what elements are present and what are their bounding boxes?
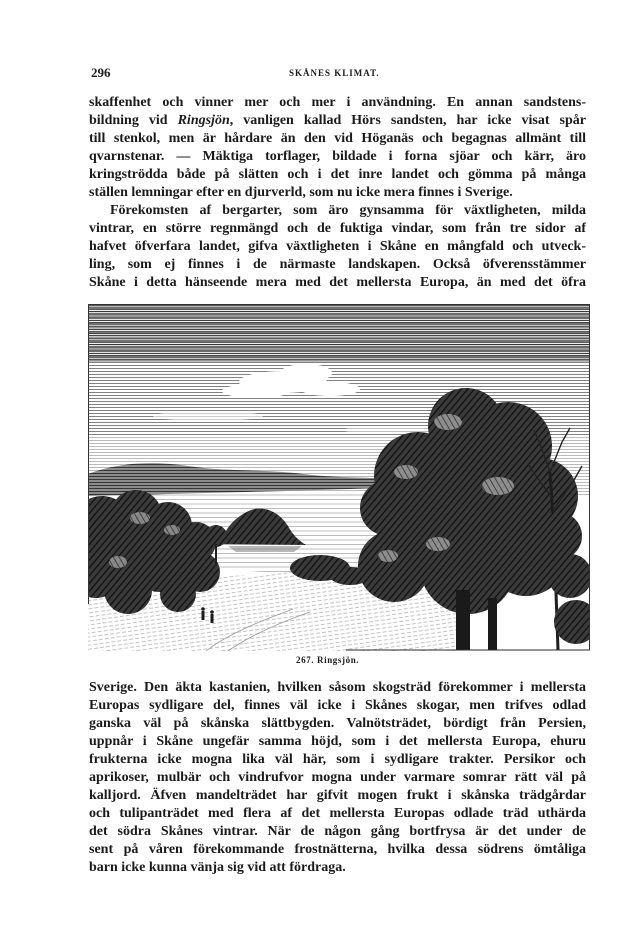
paragraph-3 [89, 679, 586, 877]
text-line: skaffenhet och vinner mer och mer i användning. En annan sandstens- [89, 95, 586, 110]
text-line: vintrar, en större regnmängd och de fuktiga vindar, som från tre sidor af [89, 221, 586, 236]
text-line: qvarnstenar. — Mäktiga torflager, bildade i forna sjöar och kärr, äro [89, 149, 586, 164]
island-reflection [228, 546, 302, 552]
text-line: till stenkol, men är hårdare än den vid Höganäs och begagnas allmänt till [89, 131, 586, 146]
text-line [89, 112, 586, 130]
page-number: 296 [91, 65, 111, 80]
text-line: Skåne i detta hänseende mera med det mellersta Europa, än med det öfra [89, 275, 586, 290]
italic-place-name: Ringsjön [177, 113, 230, 128]
paragraph-2 [89, 202, 586, 292]
figure-caption: 267. Ringsjön. [296, 655, 360, 665]
text-segment: , vanligen kallad Hörs sandsten, har icke visat spår [229, 113, 586, 128]
text-line: det södra Skånes vintrar. När de någon gång bortfrysa är det under de [89, 824, 586, 839]
text-line: Europas sydligare del, finnes väl icke i Skånes skogar, men trifves odlad [89, 698, 586, 713]
text-line: sent på våren förekommande frostnätterna, hvilka dessa södrens ömtåliga [89, 842, 586, 857]
text-line: uppnår i Skåne ungefär samma höjd, som i det mellersta Europa, ehuru [89, 734, 586, 749]
text-line: aprikoser, mulbär och vindrufvor mogna under varmare somrar rätt väl på [89, 770, 586, 785]
text-line: ganska väl på skånska slättbygden. Valnötsträdet, bördigt från Persien, [89, 716, 586, 731]
text-line: kalljord. Äfven mandelträdet har gifvit mogen frukt i skånska trädgårdar [89, 788, 586, 803]
text-line: frukterna icke mogna lika väl här, som i sydligare trakter. Persikor och [89, 752, 586, 767]
text-line: och tulipanträdet med flera af det mellersta Europas odlade träd uthärda [89, 806, 586, 821]
text-line: Förekomsten af bergarter, som äro gynsamma för växtligheten, milda [110, 203, 586, 218]
text-segment: bildning vid [89, 113, 178, 128]
text-line: barn icke kunna vänja sig vid att fördraga. [89, 860, 346, 875]
text-line: ställen lemningar efter en djurverld, som nu icke mera finnes i Sverige. [89, 185, 513, 200]
text-line: ling, som ej finnes i de närmaste landskapen. Också öfverensstämmer [89, 257, 586, 272]
text-line: kringströdda både på slätten och i det inre landet och gömma på många [89, 167, 586, 182]
text-line: hafvet öfverfara landet, gifva växtligheten i Skåne en mångfald och utveck- [89, 239, 586, 254]
text-block-upper [89, 94, 586, 292]
running-title: SKÅNES KLIMAT. [289, 68, 380, 78]
text-block-lower [89, 679, 586, 877]
ringsjon-engraving [88, 304, 590, 651]
text-line: Sverige. Den äkta kastanien, hvilken såsom skogsträd förekommer i mellersta [89, 680, 586, 695]
paragraph-1 [89, 94, 586, 202]
